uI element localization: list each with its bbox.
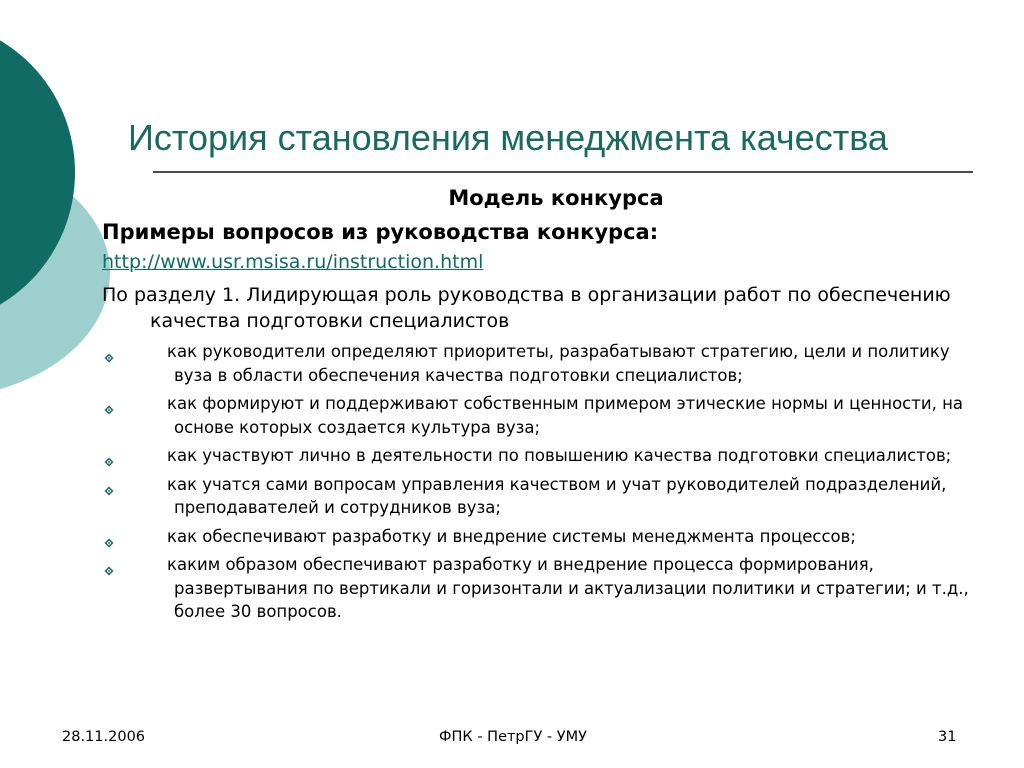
question-list bbox=[102, 340, 982, 624]
list-item-text: каким образом обеспечивают разработку и внедрение процесса формирования, развертывания по вертикали и горизонтали и актуализации политики и стратегии; и т.д., более 30 вопросов. bbox=[167, 555, 969, 621]
list-item bbox=[102, 444, 982, 468]
list-item-text: как учатся сами вопросам управления качеством и учат руководителей подразделений, преподавателей и сотрудников вуза; bbox=[167, 474, 947, 517]
instruction-link[interactable]: http://www.usr.msisa.ru/instruction.html bbox=[102, 251, 484, 273]
list-item bbox=[102, 340, 982, 387]
slide-title: История становления менеджмента качества bbox=[128, 117, 888, 158]
title-divider bbox=[153, 171, 973, 173]
slide-subtitle: Модель конкурса bbox=[448, 186, 664, 210]
diamond-bullet-icon bbox=[104, 450, 114, 460]
list-item-text: как участвуют лично в деятельности по повышению качества подготовки специалистов; bbox=[167, 446, 952, 465]
list-item bbox=[102, 473, 982, 520]
list-item-text: как формируют и поддерживают собственным примером этические нормы и ценности, на основе которых создается культура вуза; bbox=[167, 394, 963, 437]
list-item bbox=[102, 392, 982, 439]
list-item bbox=[102, 553, 982, 624]
questions-heading: Примеры вопросов из руководства конкурса: bbox=[102, 220, 659, 244]
diamond-bullet-icon bbox=[104, 479, 114, 489]
list-item-text: как руководители определяют приоритеты, разрабатывают стратегию, цели и политику вуза в области обеспечения качества подготовки специалистов; bbox=[167, 342, 950, 385]
footer-organization: ФПК - ПетрГУ - УМУ bbox=[439, 729, 587, 745]
diamond-bullet-icon bbox=[104, 559, 114, 569]
diamond-bullet-icon bbox=[104, 398, 114, 408]
diamond-bullet-icon bbox=[104, 531, 114, 541]
page-number: 31 bbox=[938, 729, 957, 745]
diamond-bullet-icon bbox=[104, 346, 114, 356]
list-item bbox=[102, 525, 982, 549]
footer-date: 28.11.2006 bbox=[62, 729, 146, 745]
list-item-text: как обеспечивают разработку и внедрение системы менеджмента процессов; bbox=[167, 526, 856, 546]
slide-content bbox=[102, 183, 982, 629]
section-title: По разделу 1. Лидирующая роль руководства в организации работ по обеспечению качества подготовки специалистов bbox=[102, 284, 951, 332]
